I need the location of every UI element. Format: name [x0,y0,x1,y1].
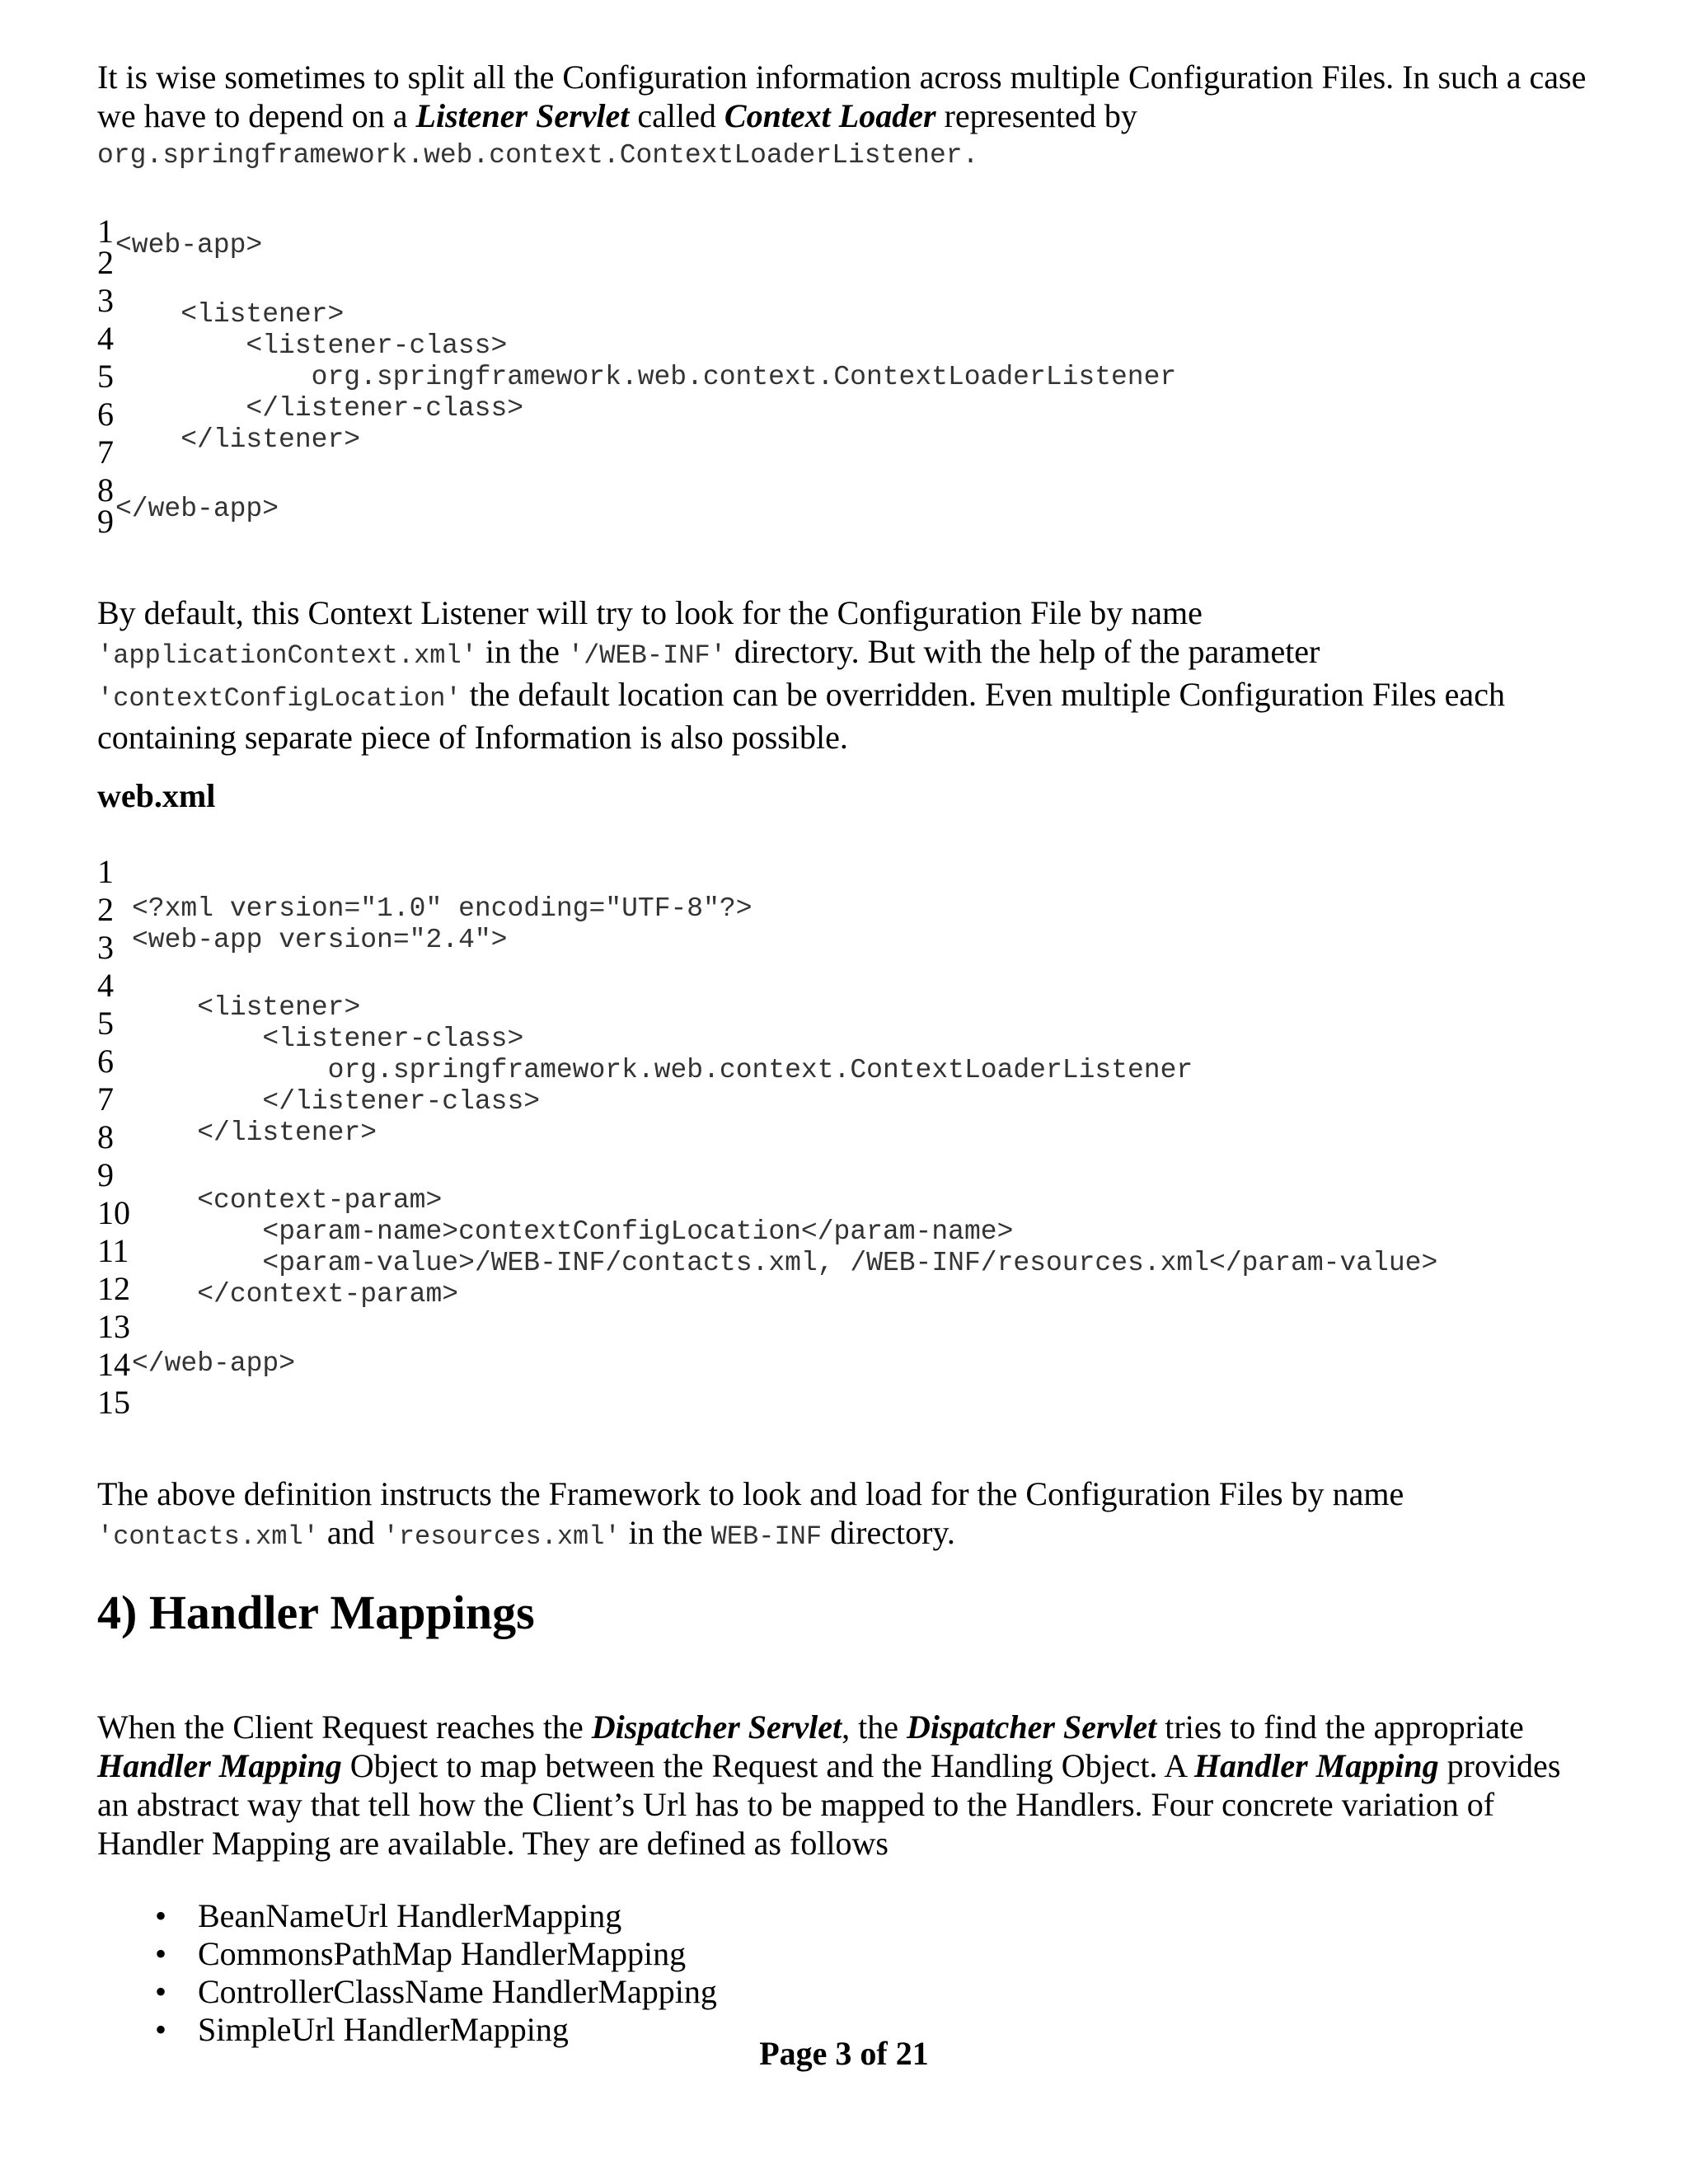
code-line: org.springframework.web.context.ContextLoaderListener [132,1055,1193,1085]
para4-text-3: tries to find the appropriate [1156,1708,1524,1746]
list-item [97,1935,717,1973]
para3-resources-file: 'resources.xml' [382,1521,621,1552]
code-block-listener [97,212,1597,607]
intro-text-2: called [629,97,724,134]
intro-paragraph [97,58,1597,135]
code-line: </context-param> [132,1279,459,1310]
code-line: </listener> [115,424,361,455]
para3-webinf: WEB-INF [710,1521,823,1552]
para2-context-config-location: 'contextConfigLocation' [97,683,462,714]
intro-listener-servlet: Listener Servlet [415,97,630,134]
code-line: <?xml version="1.0" encoding="UTF-8"?> [132,893,753,924]
bullet-icon: • [155,1973,167,2010]
code-line: <web-app> [115,230,263,260]
para4-handler-mapping-1: Handler Mapping [97,1747,342,1784]
code-block-2-lines [132,852,1438,1379]
bullet-icon: • [155,1897,167,1934]
definition-paragraph [97,1474,1597,1556]
para2-text-3: directory. But with the help of the parameter [725,633,1320,670]
line-number: 9 [97,1156,114,1193]
line-number: 5 [97,358,114,395]
line-number: 15 [97,1384,130,1421]
line-number: 2 [97,891,114,928]
para2-text-2: in the [476,633,568,670]
para3-contacts-file: 'contacts.xml' [97,1521,319,1552]
intro-period: . [962,140,979,171]
line-number: 3 [97,282,114,319]
line-number: 12 [97,1270,130,1307]
intro-context-loader: Context Loader [724,97,936,134]
code-line: <listener> [115,299,345,330]
webxml-label: web.xml [97,777,216,814]
para3-text-1: The above definition instructs the Framework to look and load for the Configuration Files by name [97,1475,1404,1512]
line-number: 13 [97,1308,130,1345]
para4-dispatcher-servlet-1: Dispatcher Servlet [591,1708,842,1746]
line-number: 5 [97,1005,114,1042]
bullet-icon: • [155,2011,167,2048]
line-number: 2 [97,244,114,281]
line-number: 4 [97,320,114,357]
para2-line-2 [97,632,1597,675]
code-line: org.springframework.web.context.ContextLoaderListener [115,362,1177,392]
line-number: 8 [97,471,114,509]
para4-text-4: Object to map between the Request and the Handling Object. A [341,1747,1194,1784]
para3-line-2 [97,1513,1597,1556]
code-line: </web-app> [132,1348,296,1379]
code-line: <param-name>contextConfigLocation</param-name> [132,1216,1014,1247]
list-item-text: BeanNameUrl HandlerMapping [198,1897,622,1934]
line-number: 3 [97,929,114,966]
line-number: 11 [97,1232,129,1269]
section-heading-handler-mappings: 4) Handler Mappings [97,1586,535,1639]
para2-text-1: By default, this Context Listener will try to look for the Configuration File by name [97,594,1203,631]
code-line: <param-value>/WEB-INF/contacts.xml, /WEB-INF/resources.xml</param-value> [132,1248,1438,1278]
para3-text-2: and [318,1514,383,1551]
para3-text-4: directory. [822,1514,955,1551]
para4-text-5: provides an abstract way that tell how the Client’s Url has to be mapped to the Handlers. Four concrete variation of Handler Mapping are available. They are defined as follows [97,1747,1561,1862]
code-block-1-lines [115,212,1177,524]
code-line: <context-param> [132,1185,443,1216]
bullet-icon: • [155,1935,167,1972]
intro-text-3: represented by [935,97,1137,134]
code-line: <web-app version="2.4"> [132,925,508,955]
code-line: </web-app> [115,494,279,524]
list-item [97,1897,717,1935]
para2-text-4: the default location can be overridden. Even multiple Configuration Files each containing separate piece of Information is also possible. [97,676,1505,756]
para3-text-3: in the [620,1514,711,1551]
para4-dispatcher-servlet-2: Dispatcher Servlet [906,1708,1157,1746]
list-item-text: SimpleUrl HandlerMapping [198,2011,569,2048]
para2-app-context-file: 'applicationContext.xml' [97,640,477,671]
code-line: </listener> [132,1118,377,1148]
code-line: <listener> [132,992,361,1023]
intro-text-1: It is wise sometimes to split all the Configuration information across multiple Configuration Files. In such a case we have to depend on a [97,59,1587,134]
para2-webinf-dir: '/WEB-INF' [567,640,726,671]
para2-line-3 [97,675,1597,757]
intro-class-name: org.springframework.web.context.ContextLoaderListener [97,140,963,171]
code-line: <listener-class> [132,1024,524,1054]
para4-text-2: , the [842,1708,907,1746]
code-line: </listener-class> [115,393,524,424]
list-item [97,1973,717,2011]
default-location-paragraph [97,593,1597,757]
line-number: 10 [97,1194,130,1231]
code-line: <listener-class> [115,330,508,361]
line-number: 1 [97,213,114,250]
para2-line-1 [97,593,1597,632]
para3-line-1 [97,1474,1597,1513]
line-number: 14 [97,1346,130,1383]
line-number: 9 [97,503,114,540]
line-number: 1 [97,853,114,890]
handler-mapping-paragraph [97,1708,1597,1863]
line-number: 7 [97,1080,114,1118]
para4-text-1: When the Client Request reaches the [97,1708,592,1746]
intro-class-line [97,140,978,171]
list-item-text: ControllerClassName HandlerMapping [198,1973,717,2010]
para4-handler-mapping-2: Handler Mapping [1193,1747,1439,1784]
page-number-footer: Page 3 of 21 [759,2035,929,2072]
list-item-text: CommonsPathMap HandlerMapping [198,1935,687,1972]
line-number: 4 [97,967,114,1004]
handler-mapping-list [97,1897,717,2049]
code-block-webxml [97,852,1597,1429]
line-number: 7 [97,434,114,471]
line-number: 6 [97,1043,114,1080]
code-line: </listener-class> [132,1086,541,1117]
line-number: 8 [97,1118,114,1155]
line-number: 6 [97,396,114,433]
